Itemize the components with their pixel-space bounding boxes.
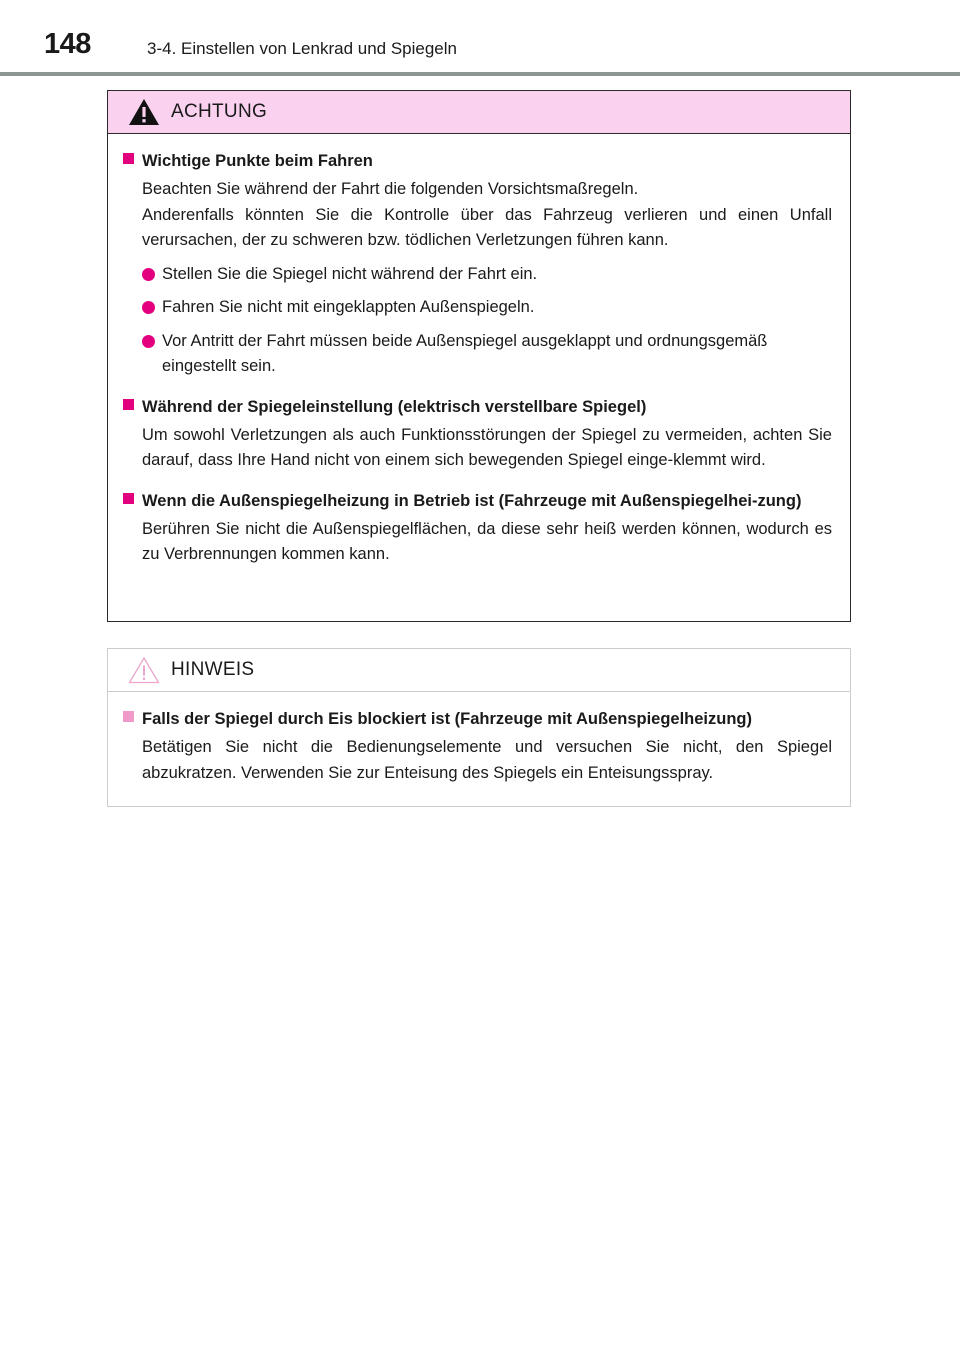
page-header (0, 0, 960, 78)
list-item-text: Fahren Sie nicht mit eingeklappten Außenspiegeln. (162, 298, 535, 316)
header-rule (0, 72, 960, 76)
square-bullet-icon (123, 399, 134, 410)
achtung-box (107, 90, 851, 622)
achtung-section (118, 395, 840, 474)
hinweis-label: HINWEIS (171, 659, 255, 680)
warning-triangle-outline-icon (128, 656, 160, 684)
section-text: Betätigen Sie nicht die Bedienungselemente und versuchen Sie nicht, den Spiegel abzukratzen. Verwenden Sie zur Enteisung des Spiegels ein Enteisungsspray. (142, 738, 832, 782)
section-heading: Während der Spiegeleinstellung (elektrisch verstellbare Spiegel) (142, 397, 647, 416)
hinweis-header (108, 649, 850, 692)
square-bullet-icon (123, 711, 134, 722)
list-item (142, 295, 840, 321)
hinweis-content (108, 707, 850, 786)
text-line: Beachten Sie während der Fahrt die folgenden Vorsichtsmaßregeln. (142, 180, 639, 198)
square-bullet-icon (123, 493, 134, 504)
hinweis-box (107, 648, 851, 807)
text-line: Anderenfalls könnten Sie die Kontrolle über das Fahrzeug verlieren und einen Unfall verursachen, der zu schweren bzw. tödlichen Verletzungen führen kann. (142, 205, 832, 249)
section-heading: Wenn die Außenspiegelheizung in Betrieb ist (Fahrzeuge mit Außenspiegelhei-zung) (142, 491, 802, 510)
section-text: Berühren Sie nicht die Außenspiegelflächen, da diese sehr heiß werden können, wodurch es zu Verbrennungen kommen kann. (142, 519, 832, 563)
list-item-text: Stellen Sie die Spiegel nicht während der Fahrt ein. (162, 264, 538, 283)
section-text: Um sowohl Verletzungen als auch Funktionsstörungen der Spiegel zu vermeiden, achten Sie darauf, dass Ihre Hand nicht von einem sich bewegenden Spiegel einge-klemmt wird. (142, 425, 832, 469)
circle-bullet-icon (142, 268, 155, 281)
achtung-header (108, 91, 850, 134)
page-number: 148 (44, 28, 91, 60)
list-item (142, 262, 840, 288)
achtung-section (118, 489, 840, 568)
warning-triangle-filled-icon (128, 98, 160, 126)
list-item-text: Vor Antritt der Fahrt müssen beide Außenspiegel ausgeklappt und ordnungsgemäß eingestellt sein. (162, 331, 768, 375)
circle-bullet-icon (142, 335, 155, 348)
list-item (142, 329, 840, 380)
section-title: 3-4. Einstellen von Lenkrad und Spiegeln (147, 39, 457, 58)
section-heading: Wichtige Punkte beim Fahren (142, 152, 373, 170)
achtung-content (108, 149, 850, 568)
achtung-label: ACHTUNG (171, 101, 268, 122)
section-text (142, 177, 840, 254)
achtung-section (118, 149, 840, 380)
hinweis-section (118, 707, 840, 786)
square-bullet-icon (123, 153, 134, 164)
circle-bullet-icon (142, 301, 155, 314)
section-heading: Falls der Spiegel durch Eis blockiert ist (Fahrzeuge mit Außenspiegelheizung) (142, 710, 753, 728)
